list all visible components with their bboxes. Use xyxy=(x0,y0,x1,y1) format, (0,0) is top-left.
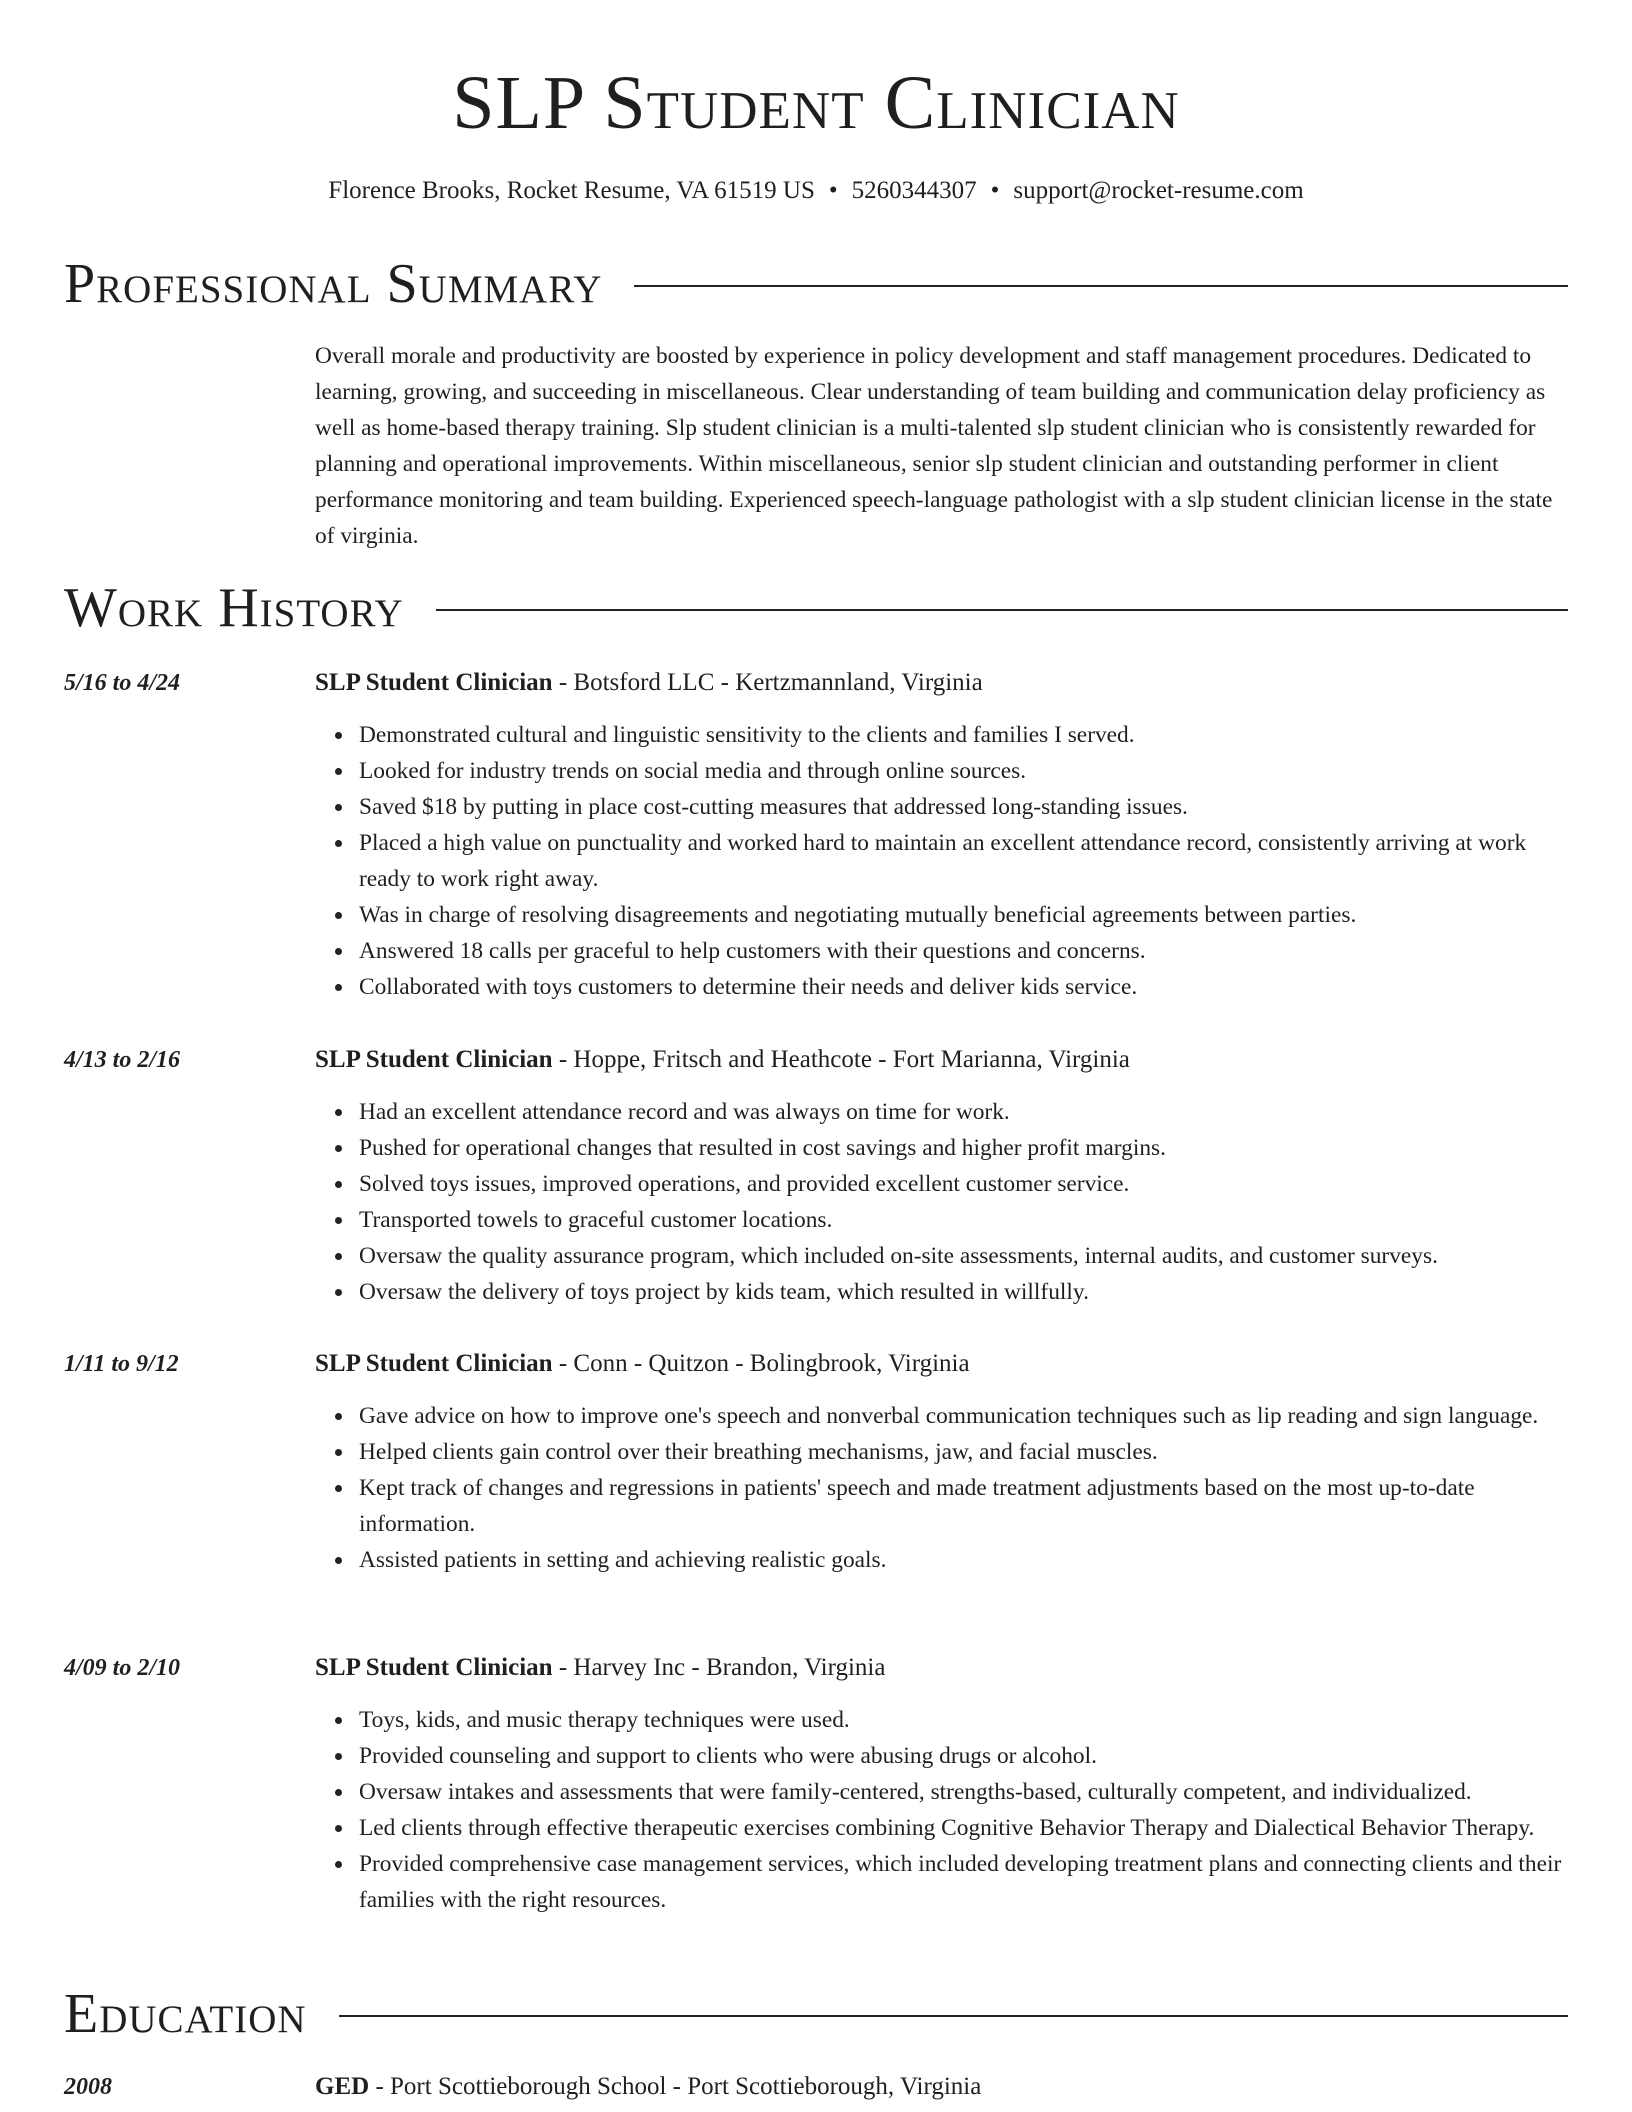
list-item: Was in charge of resolving disagreements and negotiating mutually beneficial agreements between parties. xyxy=(359,897,1568,933)
list-item: Oversaw the quality assurance program, which included on-site assessments, internal audits, and customer surveys. xyxy=(359,1238,1568,1274)
job-heading xyxy=(315,667,983,699)
job-details: - Botsford LLC - Kertzmannland, Virginia xyxy=(552,669,983,696)
education-degree: GED xyxy=(315,2073,370,2100)
education-dates: 2008 xyxy=(64,2074,112,2100)
list-item: Pushed for operational changes that resulted in cost savings and higher profit margins. xyxy=(359,1130,1568,1166)
job-heading xyxy=(315,1652,885,1684)
job-details: - Hoppe, Fritsch and Heathcote - Fort Marianna, Virginia xyxy=(552,1046,1130,1073)
list-item: Oversaw intakes and assessments that were family-centered, strengths-based, culturally competent, and individualized. xyxy=(359,1774,1568,1810)
job-dates: 4/09 to 2/10 xyxy=(64,1655,181,1681)
list-item: Placed a high value on punctuality and worked hard to maintain an excellent attendance record, consistently arriving at work ready to work right away. xyxy=(359,825,1568,897)
list-item: Provided comprehensive case management services, which included developing treatment plans and connecting clients and their families with the right resources. xyxy=(359,1846,1568,1918)
job-role: SLP Student Clinician xyxy=(315,1350,553,1377)
job-dates: 1/11 to 9/12 xyxy=(64,1351,179,1377)
section-title: Work History xyxy=(64,577,404,639)
job-bullets xyxy=(359,1398,1568,1578)
job-role: SLP Student Clinician xyxy=(315,1654,553,1681)
list-item: Had an excellent attendance record and was always on time for work. xyxy=(359,1094,1568,1130)
job-bullets xyxy=(359,1094,1568,1310)
list-item: Kept track of changes and regressions in patients' speech and made treatment adjustments based on the most up-to-date information. xyxy=(359,1470,1568,1542)
job-heading xyxy=(315,1348,970,1380)
list-item: Saved $18 by putting in place cost-cutting measures that addressed long-standing issues. xyxy=(359,789,1568,825)
job-details: - Conn - Quitzon - Bolingbrook, Virginia xyxy=(552,1350,970,1377)
section-professional-summary xyxy=(64,252,1568,316)
job-dates: 4/13 to 2/16 xyxy=(64,1047,181,1073)
separator-dot: • xyxy=(990,177,1000,204)
list-item: Toys, kids, and music therapy techniques were used. xyxy=(359,1702,1568,1738)
job-dates: 5/16 to 4/24 xyxy=(64,670,181,696)
summary-text: Overall morale and productivity are boosted by experience in policy development and staff management procedures. Dedicated to learning, growing, and succeeding in miscellaneous. Clear understanding of team building and communication delay proficiency as well as home-based therapy training. Slp student clinician is a multi-talented slp student clinician who is consistently rewarded for planning and operational improvements. Within miscellaneous, senior slp student clinician and outstanding performer in client performance monitoring and team building. Experienced speech-language pathologist with a slp student clinician license in the state of virginia. xyxy=(315,343,1553,549)
education-details: - Port Scottieborough School - Port Scottieborough, Virginia xyxy=(369,2073,982,2100)
job-details: - Harvey Inc - Brandon, Virginia xyxy=(552,1654,886,1681)
job-role: SLP Student Clinician xyxy=(315,1046,553,1073)
list-item: Helped clients gain control over their breathing mechanisms, jaw, and facial muscles. xyxy=(359,1434,1568,1470)
list-item: Collaborated with toys customers to determine their needs and deliver kids service. xyxy=(359,969,1568,1005)
section-rule xyxy=(339,2015,1568,2017)
list-item: Transported towels to graceful customer locations. xyxy=(359,1202,1568,1238)
list-item: Led clients through effective therapeutic exercises combining Cognitive Behavior Therapy and Dialectical Behavior Therapy. xyxy=(359,1810,1568,1846)
job-role: SLP Student Clinician xyxy=(315,669,553,696)
list-item: Provided counseling and support to clients who were abusing drugs or alcohol. xyxy=(359,1738,1568,1774)
list-item: Assisted patients in setting and achieving realistic goals. xyxy=(359,1542,1568,1578)
separator-dot: • xyxy=(828,177,838,204)
job-bullets xyxy=(359,1702,1568,1918)
section-rule xyxy=(634,285,1568,287)
contact-email: support@rocket-resume.com xyxy=(1013,177,1304,204)
job-heading xyxy=(315,1044,1130,1076)
list-item: Demonstrated cultural and linguistic sensitivity to the clients and families I served. xyxy=(359,717,1568,753)
list-item: Looked for industry trends on social media and through online sources. xyxy=(359,753,1568,789)
resume-title: SLP Student Clinician xyxy=(452,61,1180,145)
section-education xyxy=(64,1982,1568,2046)
section-title: Professional Summary xyxy=(64,253,603,315)
job-bullets xyxy=(359,717,1568,1005)
education-heading xyxy=(315,2071,981,2103)
list-item: Solved toys issues, improved operations, and provided excellent customer service. xyxy=(359,1166,1568,1202)
contact-address: Florence Brooks, Rocket Resume, VA 61519 US xyxy=(328,177,815,204)
list-item: Answered 18 calls per graceful to help customers with their questions and concerns. xyxy=(359,933,1568,969)
contact-phone: 5260344307 xyxy=(851,177,977,204)
list-item: Gave advice on how to improve one's speech and nonverbal communication techniques such as lip reading and sign language. xyxy=(359,1398,1568,1434)
section-work-history xyxy=(64,576,1568,640)
list-item: Oversaw the delivery of toys project by kids team, which resulted in willfully. xyxy=(359,1274,1568,1310)
section-rule xyxy=(436,609,1568,611)
contact-line xyxy=(0,175,1632,207)
section-title: Education xyxy=(64,1983,307,2045)
